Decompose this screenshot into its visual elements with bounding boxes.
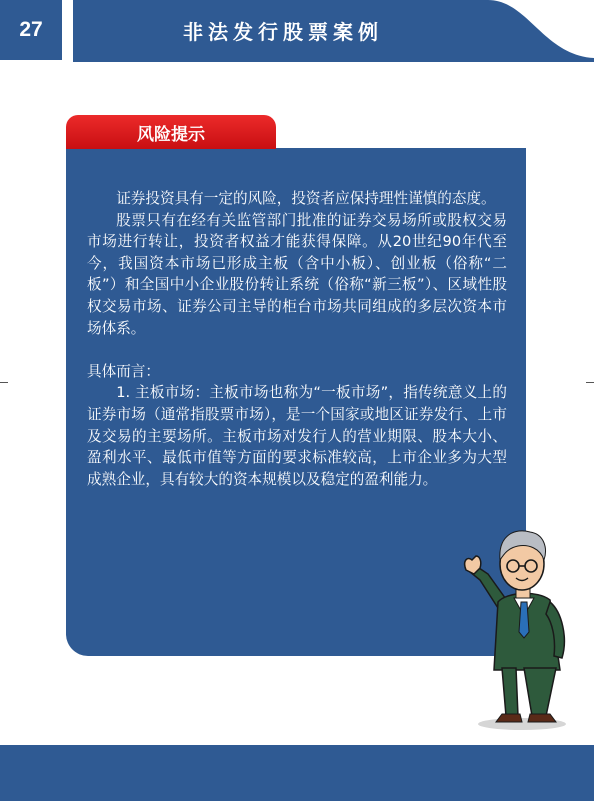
page-title: 非法发行股票案例 <box>183 19 383 44</box>
risk-paragraph-1: 证券投资具有一定的风险，投资者应保持理性谨慎的态度。 <box>116 190 496 207</box>
main-board-item: 1. 主板市场：主板市场也称为“一板市场”，指传统意义上的证券市场（通常指股票市场），是一个国家或地区证券发行、上市及交易的主要场所。主板市场对发行人的营业期限、股本大小、盈利水平、最低市值等方面的要求标准较高，上市企业多为大型成熟企业，具有较大的资本规模以及稳定的盈利能力。 <box>87 384 507 488</box>
section-intro: 具体而言： <box>87 362 160 380</box>
risk-paragraph-2: 股票只有在经有关监管部门批准的证券交易场所或股权交易市场进行转让，投资者权益才能获得保障。从20世纪90年代至今，我国资本市场已形成主板（含中小板）、创业板（俗称“二板”）和全国中小企业股份转让系统（俗称“新三板”）、区域性股权交易市场、证券公司主导的柜台市场共同组成的多层次资本市场体系。 <box>87 211 507 337</box>
risk-body <box>87 188 507 490</box>
footer-bar <box>0 745 594 801</box>
advisor-mascot-illustration <box>458 520 578 732</box>
crop-mark-right <box>586 382 594 383</box>
crop-mark-left <box>0 382 8 383</box>
risk-tab-label: 风险提示 <box>137 124 205 145</box>
page-number: 27 <box>0 0 62 60</box>
